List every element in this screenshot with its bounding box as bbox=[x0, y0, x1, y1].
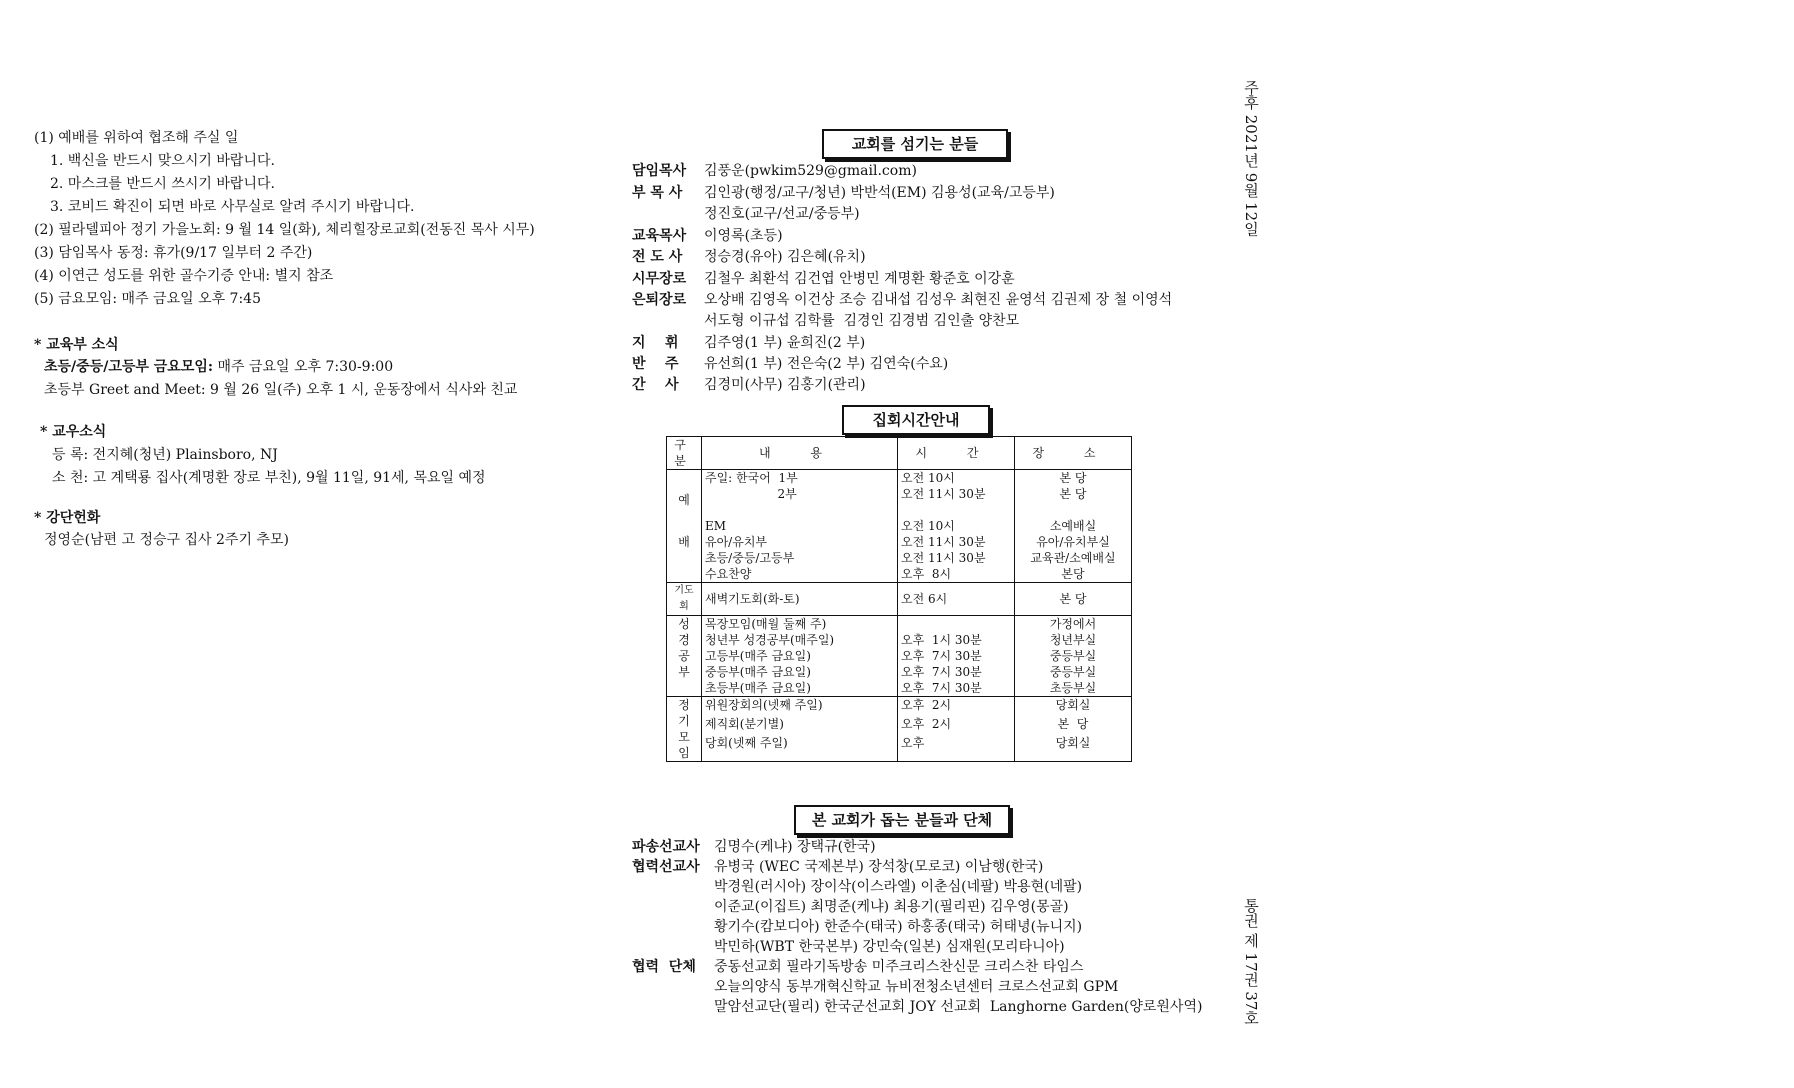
mission-row-value: 이준교(이집트) 최명준(케냐) 최용기(필리핀) 김우영(몽골) bbox=[714, 899, 1069, 915]
schedule-row-dawn bbox=[667, 583, 1132, 616]
bible-place-line: 중등부실 bbox=[1049, 649, 1097, 663]
schedule-header-place: 장 소 bbox=[1015, 437, 1132, 470]
worship-place-line: 본 당 bbox=[1059, 487, 1087, 501]
servant-row-value: 김인광(행정/교구/청년) 박반석(EM) 김용성(교육/고등부) bbox=[704, 185, 1055, 201]
mission-row-value: 박경원(러시아) 장이삭(이스라엘) 이춘심(네팔) 박용현(네팔) bbox=[714, 879, 1083, 895]
worship-content bbox=[702, 470, 898, 583]
servant-row bbox=[632, 205, 860, 224]
bible-time-line: 오후 1시 30분 bbox=[901, 633, 982, 647]
dawn-place: 본 당 bbox=[1015, 583, 1132, 616]
mission-row-value: 오늘의양식 동부개혁신학교 뉴비전청소년센터 크로스선교회 GPM bbox=[714, 979, 1119, 995]
servant-row bbox=[632, 312, 1019, 331]
flowers-heading: * 강단헌화 bbox=[34, 510, 101, 526]
mission-row-value: 말암선교단(필리) 한국군선교회 JOY 선교회 Langhorne Garden(양로원사역) bbox=[714, 999, 1203, 1015]
mission-row-value: 중동선교회 필라기독방송 미주크리스찬신문 크리스찬 타임스 bbox=[714, 959, 1084, 975]
servant-row-label: 시무장로 bbox=[632, 271, 687, 287]
schedule-row-bible bbox=[667, 616, 1132, 697]
schedule-header-category: 구분 bbox=[667, 437, 702, 470]
regular-cat-char: 임 bbox=[678, 746, 690, 760]
regular-time-line: 오후 bbox=[901, 736, 925, 750]
dawn-time: 오전 6시 bbox=[898, 583, 1015, 616]
worship-place bbox=[1015, 470, 1132, 583]
servant-row-label: 간 사 bbox=[632, 377, 679, 393]
bible-content bbox=[702, 616, 898, 697]
notice-3: (3) 담임목사 동정: 휴가(9/17 일부터 2 주간) bbox=[34, 245, 313, 261]
schedule-title: 집회시간안내 bbox=[842, 405, 990, 435]
servant-row bbox=[632, 291, 1172, 310]
education-line-2: 초등부 Greet and Meet: 9 월 26 일(주) 오후 1 시, 운동장에서 식사와 친교 bbox=[44, 382, 518, 398]
bible-content-line: 초등부(매주 금요일) bbox=[705, 681, 811, 695]
notice-item-2: 2. 마스크를 반드시 쓰시기 바랍니다. bbox=[50, 176, 275, 192]
education-line-1 bbox=[44, 357, 393, 377]
mission-row-label: 협력선교사 bbox=[632, 859, 700, 875]
mission-row bbox=[632, 938, 1065, 957]
regular-time bbox=[898, 697, 1015, 762]
regular-content-line: 위원장회의(넷째 주일) bbox=[705, 698, 823, 712]
bible-cat-char: 경 bbox=[678, 633, 690, 647]
mission-row bbox=[632, 878, 1082, 897]
worship-time-line: 오전 11시 30분 bbox=[901, 551, 986, 565]
servant-row bbox=[632, 248, 866, 267]
notice-4: (4) 이연근 성도를 위한 골수기증 안내: 별지 참조 bbox=[34, 268, 334, 284]
members-heading: * 교우소식 bbox=[40, 424, 107, 440]
schedule-header-row bbox=[667, 437, 1132, 470]
servant-row-label: 전 도 사 bbox=[632, 249, 683, 265]
worship-time-line: 오후 8시 bbox=[901, 567, 952, 581]
bible-time-line: 오후 7시 30분 bbox=[901, 681, 982, 695]
worship-time bbox=[898, 470, 1015, 583]
servant-row bbox=[632, 270, 1015, 289]
bible-time bbox=[898, 616, 1015, 697]
notice-title: (1) 예배를 위하여 협조해 주실 일 bbox=[34, 130, 239, 146]
notice-5: (5) 금요모임: 매주 금요일 오후 7:45 bbox=[34, 291, 262, 307]
dawn-content: 새벽기도회(화-토) bbox=[702, 583, 898, 616]
servant-row-value: 정승경(유아) 김은혜(유치) bbox=[704, 249, 866, 265]
worship-content-line bbox=[705, 502, 894, 518]
worship-content-line: EM bbox=[705, 519, 727, 533]
mission-row bbox=[632, 958, 1083, 977]
servant-row-value: 오상배 김영옥 이건상 조승 김내섭 김성우 최현진 윤영석 김권제 장 철 이영석 bbox=[704, 292, 1173, 308]
schedule-row-regular bbox=[667, 697, 1132, 762]
bulletin-volume: 통권 제 17권 37호 bbox=[1242, 898, 1260, 1026]
members-death: 소 천: 고 계택룡 집사(계명환 장로 부친), 9월 11일, 91세, 목요일 예정 bbox=[52, 470, 486, 486]
mission-row bbox=[632, 918, 1082, 937]
bible-place-line: 중등부실 bbox=[1049, 665, 1097, 679]
regular-place-line: 본 당 bbox=[1057, 717, 1089, 731]
mission-row-label: 협력 단체 bbox=[632, 959, 696, 975]
worship-place-line: 유아/유치부실 bbox=[1036, 535, 1110, 549]
missions-title: 본 교회가 돕는 분들과 단체 bbox=[794, 805, 1010, 835]
regular-content-line: 제직회(분기별) bbox=[705, 717, 784, 731]
worship-time-line: 오전 10시 bbox=[901, 471, 955, 485]
worship-content-line: 유아/유치부 bbox=[705, 535, 768, 549]
mission-row-label: 파송선교사 bbox=[632, 839, 700, 855]
servant-row bbox=[632, 184, 1055, 203]
servants-title: 교회를 섬기는 분들 bbox=[822, 129, 1008, 159]
regular-cat-char: 모 bbox=[678, 730, 690, 744]
servant-row-label: 은퇴장로 bbox=[632, 292, 687, 308]
flowers-text: 정영순(남편 고 정승구 집사 2주기 추모) bbox=[44, 532, 289, 548]
worship-place-line: 본 당 bbox=[1059, 471, 1087, 485]
servant-row-value: 정진호(교구/선교/중등부) bbox=[704, 206, 860, 222]
servant-row-value: 김경미(사무) 김홍기(관리) bbox=[704, 377, 866, 393]
schedule-header-time: 시 간 bbox=[898, 437, 1015, 470]
servant-row bbox=[632, 162, 917, 181]
servant-row bbox=[632, 355, 948, 374]
servant-row-value: 김철우 최환석 김건엽 안병민 계명환 황준호 이강훈 bbox=[704, 271, 1015, 287]
regular-content bbox=[702, 697, 898, 762]
worship-place-line: 소예배실 bbox=[1049, 519, 1097, 533]
servant-row-label: 반 주 bbox=[632, 356, 679, 372]
worship-place-line: 교육관/소예배실 bbox=[1030, 551, 1116, 565]
bible-content-line: 고등부(매주 금요일) bbox=[705, 649, 811, 663]
servant-row-value: 서도형 이규섭 김학률 김경인 김경범 김인출 양찬모 bbox=[704, 313, 1020, 329]
servant-row-value: 유선희(1 부) 전은숙(2 부) 김연숙(수요) bbox=[704, 356, 949, 372]
notice-item-1: 1. 백신을 반드시 맞으시기 바랍니다. bbox=[50, 153, 275, 169]
bible-place-line: 초등부실 bbox=[1049, 681, 1097, 695]
bible-place bbox=[1015, 616, 1132, 697]
regular-place-line: 당회실 bbox=[1055, 736, 1091, 750]
schedule-header-content: 내 용 bbox=[702, 437, 898, 470]
mission-row bbox=[632, 838, 876, 857]
mission-row-value: 유병국 (WEC 국제본부) 장석창(모로코) 이남행(한국) bbox=[714, 859, 1044, 875]
servant-row-value: 이영록(초등) bbox=[704, 228, 783, 244]
education-line-1-text: 매주 금요일 오후 7:30-9:00 bbox=[213, 359, 394, 375]
dawn-category: 기도회 bbox=[667, 583, 702, 616]
worship-cat-char: 예 bbox=[678, 493, 690, 507]
servant-row-label: 부 목 사 bbox=[632, 185, 683, 201]
regular-content-line: 당회(넷째 주일) bbox=[705, 736, 788, 750]
regular-time-line: 오후 2시 bbox=[901, 698, 952, 712]
bible-time-line bbox=[901, 616, 1011, 632]
worship-time-line: 오전 11시 30분 bbox=[901, 535, 986, 549]
worship-place-line: 본당 bbox=[1061, 567, 1085, 581]
servant-row-label: 교육목사 bbox=[632, 228, 687, 244]
regular-place-line: 당회실 bbox=[1055, 698, 1091, 712]
servant-row-value: 김주영(1 부) 윤희진(2 부) bbox=[704, 335, 866, 351]
bible-content-line: 중등부(매주 금요일) bbox=[705, 665, 811, 679]
worship-cat-char: 배 bbox=[678, 535, 690, 549]
regular-cat-char: 정 bbox=[678, 698, 690, 712]
worship-content-line: 주일: 한국어 1부 bbox=[705, 471, 798, 485]
mission-row-value: 박민하(WBT 한국본부) 강민숙(일본) 심재원(모리타니아) bbox=[714, 939, 1065, 955]
bible-place-line: 청년부실 bbox=[1049, 633, 1097, 647]
regular-cat-char: 기 bbox=[678, 714, 690, 728]
bible-time-line: 오후 7시 30분 bbox=[901, 649, 982, 663]
servant-row-value: 김풍운(pwkim529@gmail.com) bbox=[704, 163, 917, 179]
worship-content-line: 2부 bbox=[705, 487, 797, 501]
worship-time-line: 오전 10시 bbox=[901, 519, 955, 533]
education-line-1-label: 초등/중등/고등부 금요모임: bbox=[44, 359, 214, 375]
mission-row bbox=[632, 898, 1069, 917]
servant-row-label: 지 휘 bbox=[632, 335, 679, 351]
worship-time-line bbox=[901, 502, 1011, 518]
bible-content-line: 목장모임(매월 둘째 주) bbox=[705, 617, 827, 631]
members-registration: 등 록: 전지혜(청년) Plainsboro, NJ bbox=[52, 447, 278, 463]
bible-content-line: 청년부 성경공부(매주일) bbox=[705, 633, 835, 647]
notice-item-3: 3. 코비드 확진이 되면 바로 사무실로 알려 주시기 바랍니다. bbox=[50, 199, 415, 215]
worship-category bbox=[667, 470, 702, 583]
bible-time-line: 오후 7시 30분 bbox=[901, 665, 982, 679]
schedule-table bbox=[666, 436, 1132, 762]
servant-row bbox=[632, 227, 783, 246]
mission-row-value: 황기수(캄보디아) 한준수(태국) 하홍종(태국) 허태녕(뉴니지) bbox=[714, 919, 1083, 935]
mission-row bbox=[632, 998, 1202, 1017]
mission-row bbox=[632, 858, 1043, 877]
worship-place-line bbox=[1018, 502, 1128, 518]
servant-row-label: 담임목사 bbox=[632, 163, 687, 179]
mission-row bbox=[632, 978, 1118, 997]
education-heading: * 교육부 소식 bbox=[34, 337, 119, 353]
mission-row-value: 김명수(케냐) 장택규(한국) bbox=[714, 839, 876, 855]
regular-category bbox=[667, 697, 702, 762]
notice-2: (2) 필라델피아 정기 가을노회: 9 월 14 일(화), 체리힐장로교회(전동진 목사 시무) bbox=[34, 222, 535, 238]
bible-cat-char: 부 bbox=[678, 665, 690, 679]
worship-content-line: 초등/중등/고등부 bbox=[705, 551, 795, 565]
bible-cat-char: 공 bbox=[678, 649, 690, 663]
regular-place bbox=[1015, 697, 1132, 762]
bulletin-date: 주후 2021년 9월 12일 bbox=[1242, 80, 1260, 237]
bible-cat-char: 성 bbox=[678, 617, 690, 631]
bible-place-line: 가정에서 bbox=[1049, 617, 1097, 631]
worship-content-line: 수요찬양 bbox=[705, 567, 752, 581]
regular-time-line: 오후 2시 bbox=[901, 717, 952, 731]
servant-row bbox=[632, 334, 865, 353]
bible-category bbox=[667, 616, 702, 697]
schedule-row-worship bbox=[667, 470, 1132, 583]
worship-time-line: 오전 11시 30분 bbox=[901, 487, 986, 501]
servant-row bbox=[632, 376, 866, 395]
